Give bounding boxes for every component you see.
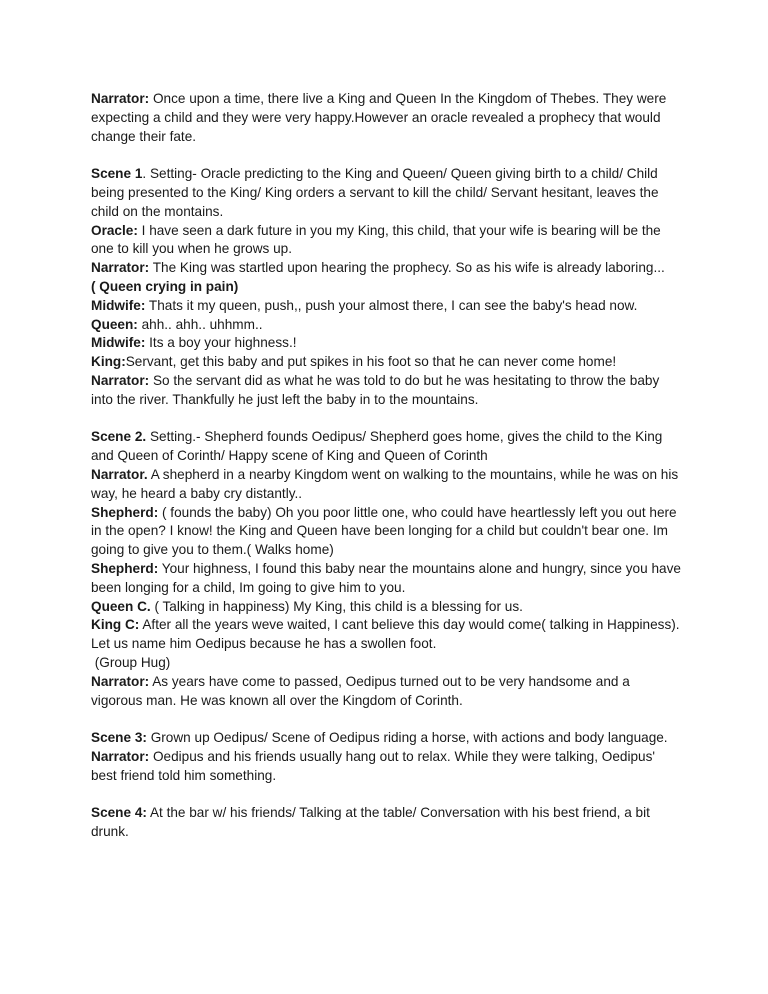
line-text: The King was startled upon hearing the prophecy. So as his wife is already laboring... [149,260,665,276]
speaker-label: Midwife: [91,335,146,351]
script-document [91,90,681,842]
line-text: Once upon a time, there live a King and Queen In the Kingdom of Thebes. They were expecting a child and they were very happy.However an oracle revealed a prophecy that would change their fate. [91,91,667,144]
speaker-label: Shepherd: [91,560,159,576]
script-line [91,297,681,316]
paragraph-gap [91,785,681,804]
paragraph-gap [91,410,681,429]
speaker-label: King C: [91,617,140,633]
speaker-label: King: [91,354,126,370]
line-text: Its a boy your highness.! [145,335,297,351]
speaker-label: Scene 3: [91,730,147,746]
speaker-label: Scene 1 [91,166,143,182]
line-text: Let us name him Oedipus because he has a swollen foot. [91,636,437,652]
speaker-label: Midwife: [91,297,146,313]
speaker-label: Narrator. [91,466,148,482]
script-line [91,165,681,221]
script-line [91,278,681,297]
speaker-label: Scene 4: [91,805,147,821]
line-text: Grown up Oedipus/ Scene of Oedipus riding a horse, with actions and body language. [146,730,668,746]
line-text: Your highness, I found this baby near the mountains alone and hungry, since you have been longing for a child, Im going to give him to you. [91,560,681,595]
script-line [91,428,681,466]
script-line [91,748,681,786]
line-text: ( founds the baby) Oh you poor little one, who could have heartlessly left you out here in the open? I know! the King and Queen have been longing for a child but couldn't bear one. Im going to give you to them.( Walks home) [91,504,677,558]
line-text: Thats it my queen, push,, push your almost there, I can see the baby's head now. [145,297,638,313]
speaker-label: Narrator: [91,91,150,106]
script-line [91,466,681,504]
script-line [91,259,681,278]
speaker-label: Shepherd: [91,504,159,520]
script-line [91,90,681,146]
paragraph-gap [91,146,681,165]
speaker-label: Narrator: [91,748,150,764]
script-line [91,598,681,617]
script-line [91,353,681,372]
script-line [91,372,681,410]
script-line [91,504,681,560]
line-text: So the servant did as what he was told to do but he was hesitating to throw the baby into the river. Thankfully he just left the baby in to the mountains. [91,372,660,407]
script-line [91,673,681,711]
line-text: As years have come to passed, Oedipus turned out to be very handsome and a vigorous man. He was known all over the Kingdom of Corinth. [91,673,630,708]
line-text: Oedipus and his friends usually hang out to relax. While they were talking, Oedipus' best friend told him something. [91,748,656,783]
speaker-label: Queen: [91,316,138,332]
speaker-label: Oracle: [91,222,138,238]
line-text: After all the years weve waited, I cant believe this day would come( talking in Happiness). [139,617,680,633]
line-text: I have seen a dark future in you my King, this child, that your wife is bearing will be the one to kill you when he grows up. [91,222,661,257]
line-text: A shepherd in a nearby Kingdom went on walking to the mountains, while he was on his way, he heard a baby cry distantly.. [91,466,679,501]
script-line [91,334,681,353]
line-text: ( Talking in happiness) My King, this child is a blessing for us. [150,598,523,614]
script-line [91,560,681,598]
line-text: Setting.- Shepherd founds Oedipus/ Shepherd goes home, gives the child to the King and Queen of Corinth/ Happy scene of King and Queen of Corinth [91,429,663,464]
line-text: Servant, get this baby and put spikes in his foot so that he can never come home! [125,354,617,370]
script-line [91,654,681,673]
speaker-label: ( Queen crying in pain) [91,278,239,294]
line-text: (Group Hug) [91,654,171,670]
speaker-label: Narrator: [91,673,150,689]
script-line [91,804,681,842]
line-text: At the bar w/ his friends/ Talking at the table/ Conversation with his best friend, a bit drunk. [91,805,650,840]
script-line [91,616,681,635]
speaker-label: Scene 2. [91,429,147,445]
line-text: ahh.. ahh.. uhhmm.. [137,316,263,332]
script-line [91,222,681,260]
line-text: . Setting- Oracle predicting to the King and Queen/ Queen giving birth to a child/ Child being presented to the King/ King orders a servant to kill the child/ Servant hesitant, leaves the child on the montains. [91,166,659,219]
script-line [91,729,681,748]
script-line [91,635,681,654]
paragraph-gap [91,710,681,729]
speaker-label: Narrator: [91,372,150,388]
speaker-label: Queen C. [91,598,151,614]
speaker-label: Narrator: [91,260,150,276]
script-line [91,316,681,335]
